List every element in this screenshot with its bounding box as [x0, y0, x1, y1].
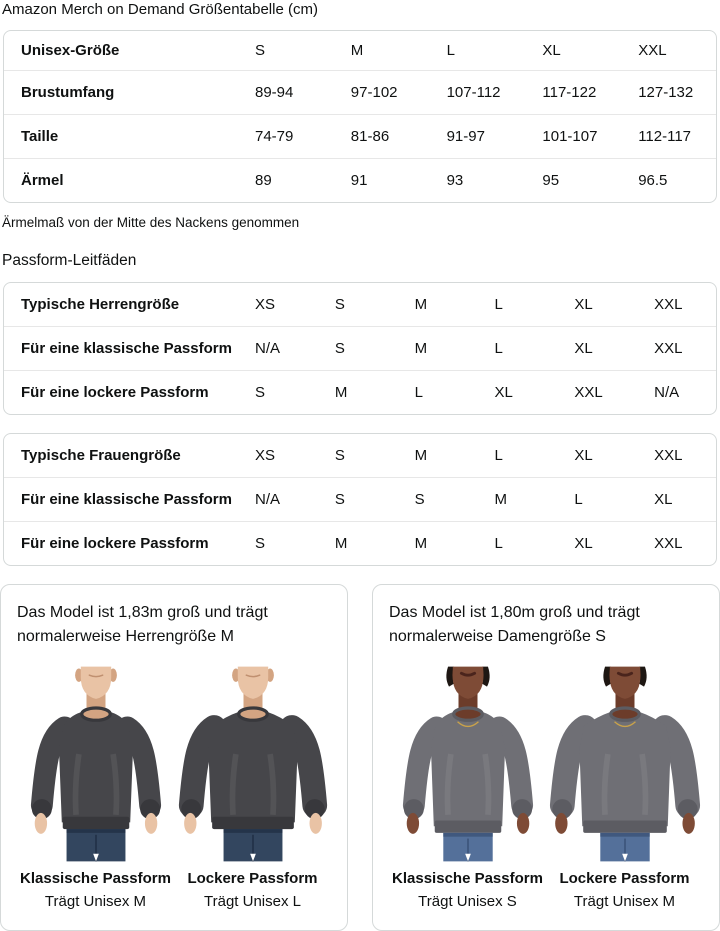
- table-cell: L: [397, 370, 477, 414]
- table-cell: XXL: [636, 326, 716, 370]
- column-header: L: [494, 296, 503, 313]
- row-label: Typische Frauengröße: [21, 447, 181, 464]
- table-row: [4, 477, 716, 521]
- table-cell: S: [397, 477, 477, 521]
- table-cell: M: [317, 370, 397, 414]
- table-cell: N/A: [636, 370, 716, 414]
- table-cell: XXL: [556, 370, 636, 414]
- fit-label: Lockere Passform: [559, 870, 690, 887]
- row-label: Brustumfang: [4, 70, 237, 114]
- table-cell: 96.5: [620, 158, 716, 202]
- column-header: XL: [574, 296, 593, 313]
- table-cell: 74-79: [237, 114, 333, 158]
- table-row: [4, 70, 716, 114]
- figure-block-loose: [174, 664, 331, 911]
- table-cell: L: [476, 521, 556, 565]
- table-cell: M: [317, 521, 397, 565]
- row-label: Typische Herrengröße: [21, 296, 180, 313]
- column-header: S: [334, 447, 345, 464]
- table-cell: 107-112: [429, 70, 525, 114]
- table-cell: XL: [556, 326, 636, 370]
- table-cell: 117-122: [524, 70, 620, 114]
- table-cell: XL: [556, 521, 636, 565]
- page-title: Amazon Merch on Demand Größentabelle (cm): [2, 1, 318, 18]
- table-cell: S: [237, 370, 317, 414]
- size-label: Trägt Unisex M: [573, 893, 676, 910]
- row-label: Taille: [4, 114, 237, 158]
- table-cell: 93: [429, 158, 525, 202]
- table-header-row: [4, 31, 716, 70]
- column-header: XS: [255, 447, 276, 464]
- row-label: Für eine klassische Passform: [4, 326, 237, 370]
- figure-block-loose: [546, 664, 703, 911]
- column-header: XXL: [654, 296, 683, 313]
- table-row: [4, 158, 716, 202]
- womens-fit-table: [3, 433, 717, 566]
- table-row: [4, 370, 716, 414]
- table-cell: M: [397, 326, 477, 370]
- column-header: S: [334, 296, 345, 313]
- table-cell: 127-132: [620, 70, 716, 114]
- column-header: M: [350, 42, 364, 59]
- unisex-size-table: [3, 30, 717, 203]
- table-cell: M: [476, 477, 556, 521]
- model-photo-male-classic: [20, 664, 172, 864]
- row-label: Für eine klassische Passform: [4, 477, 237, 521]
- size-label: Trägt Unisex S: [418, 893, 517, 910]
- table-row: [4, 326, 716, 370]
- table-cell: L: [556, 477, 636, 521]
- model-card-title: Das Model ist 1,80m groß und trägt normalerweise Damengröße S: [389, 604, 640, 645]
- table-cell: 91: [333, 158, 429, 202]
- mens-fit-table: [3, 282, 717, 415]
- column-header: L: [494, 447, 503, 464]
- figure-block-classic: [389, 664, 546, 911]
- row-label: Ärmel: [4, 158, 237, 202]
- fit-label: Klassische Passform: [20, 870, 171, 887]
- table-header-row: [4, 434, 716, 477]
- table-cell: 89-94: [237, 70, 333, 114]
- column-header: XL: [542, 42, 561, 59]
- column-header: XL: [574, 447, 593, 464]
- size-label: Trägt Unisex M: [44, 893, 147, 910]
- table-cell: N/A: [237, 326, 317, 370]
- table-cell: 112-117: [620, 114, 716, 158]
- table-cell: 95: [524, 158, 620, 202]
- table-cell: S: [237, 521, 317, 565]
- column-header: XXL: [654, 447, 683, 464]
- column-header: S: [255, 42, 266, 59]
- table-cell: XL: [476, 370, 556, 414]
- fit-guides-heading: Passform-Leitfäden: [2, 252, 137, 269]
- model-cards-row: [0, 584, 720, 931]
- column-header: M: [414, 296, 428, 313]
- sleeve-measurement-note: Ärmelmaß von der Mitte des Nackens genommen: [2, 215, 300, 230]
- size-label: Trägt Unisex L: [204, 893, 301, 910]
- table-row: [4, 114, 716, 158]
- model-photo-male-loose: [177, 664, 329, 864]
- figures-row: [17, 664, 331, 911]
- fit-label: Lockere Passform: [187, 870, 318, 887]
- column-header: XXL: [638, 42, 667, 59]
- model-photo-female-classic: [392, 664, 544, 864]
- figures-row: [389, 664, 703, 911]
- model-photo-female-loose: [549, 664, 701, 864]
- model-card-men: [0, 584, 348, 931]
- table-row: [4, 521, 716, 565]
- table-cell: M: [397, 521, 477, 565]
- row-label: Unisex-Größe: [21, 42, 120, 59]
- fit-label: Klassische Passform: [392, 870, 543, 887]
- row-label: Für eine lockere Passform: [4, 521, 237, 565]
- table-cell: XL: [636, 477, 716, 521]
- column-header: M: [414, 447, 428, 464]
- table-cell: 101-107: [524, 114, 620, 158]
- table-cell: 81-86: [333, 114, 429, 158]
- table-cell: N/A: [237, 477, 317, 521]
- model-card-title: Das Model ist 1,83m groß und trägt normalerweise Herrengröße M: [17, 604, 268, 645]
- table-cell: XXL: [636, 521, 716, 565]
- model-card-women: [372, 584, 720, 931]
- table-cell: L: [476, 326, 556, 370]
- table-cell: 89: [237, 158, 333, 202]
- column-header: L: [446, 42, 455, 59]
- table-cell: S: [317, 477, 397, 521]
- figure-block-classic: [17, 664, 174, 911]
- column-header: XS: [255, 296, 276, 313]
- table-cell: 91-97: [429, 114, 525, 158]
- table-cell: 97-102: [333, 70, 429, 114]
- table-header-row: [4, 283, 716, 326]
- table-cell: S: [317, 326, 397, 370]
- row-label: Für eine lockere Passform: [4, 370, 237, 414]
